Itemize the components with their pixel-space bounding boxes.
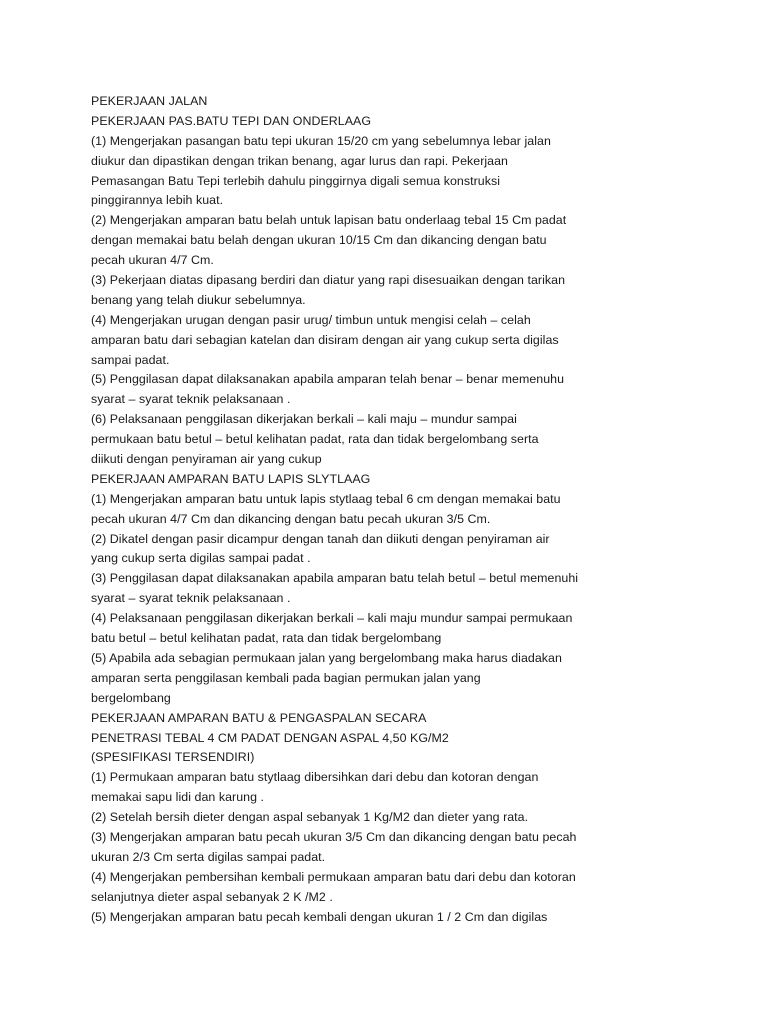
text-line: (2) Mengerjakan amparan batu belah untuk lapisan batu onderlaag tebal 15 Cm padat <box>91 213 567 228</box>
text-line: yang cukup serta digilas sampai padat . <box>91 551 311 566</box>
section-heading: PENETRASI TEBAL 4 CM PADAT DENGAN ASPAL 4,50 KG/M2 <box>91 730 449 745</box>
text-line: ukuran 2/3 Cm serta digilas sampai padat. <box>91 849 326 864</box>
text-line: amparan batu dari sebagian katelan dan disiram dengan air yang cukup serta digilas <box>91 332 559 347</box>
text-line: amparan serta penggilasan kembali pada bagian permukan jalan yang <box>91 670 481 685</box>
text-line: selanjutnya dieter aspal sebanyak 2 K /M2 . <box>91 889 333 904</box>
text-line: (5) Penggilasan dapat dilaksanakan apabila amparan telah benar – benar memenuhu <box>91 372 565 387</box>
text-line: pinggirannya lebih kuat. <box>91 193 224 208</box>
text-line: benang yang telah diukur sebelumnya. <box>91 292 306 307</box>
text-line: permukaan batu betul – betul kelihatan padat, rata dan tidak bergelombang serta <box>91 432 539 447</box>
text-line: (3) Penggilasan dapat dilaksanakan apabila amparan batu telah betul – betul memenuhi <box>91 571 579 586</box>
text-line: syarat – syarat teknik pelaksanaan . <box>91 591 291 606</box>
text-line: diikuti dengan penyiraman air yang cukup <box>91 452 322 467</box>
text-line: bergelombang <box>91 690 171 705</box>
text-line: (4) Pelaksanaan penggilasan dikerjakan berkali – kali maju mundur sampai permukaan <box>91 611 573 626</box>
text-line: (5) Apabila ada sebagian permukaan jalan yang bergelombang maka harus diadakan <box>91 650 562 665</box>
text-line: (2) Setelah bersih dieter dengan aspal sebanyak 1 Kg/M2 dan dieter yang rata. <box>91 810 529 825</box>
text-line: syarat – syarat teknik pelaksanaan . <box>91 392 291 407</box>
text-line: (4) Mengerjakan urugan dengan pasir urug/ timbun untuk mengisi celah – celah <box>91 312 531 327</box>
text-line: pecah ukuran 4/7 Cm dan dikancing dengan batu pecah ukuran 3/5 Cm. <box>91 511 491 526</box>
text-line: batu betul – betul kelihatan padat, rata dan tidak bergelombang <box>91 631 442 646</box>
section-heading: PEKERJAAN JALAN <box>91 94 208 108</box>
text-line: sampai padat. <box>91 352 170 367</box>
document-text <box>91 92 751 927</box>
text-line: diukur dan dipastikan dengan trikan benang, agar lurus dan rapi. Pekerjaan <box>91 153 509 168</box>
text-line: memakai sapu lidi dan karung . <box>91 790 264 805</box>
text-line: (2) Dikatel dengan pasir dicampur dengan tanah dan diikuti dengan penyiraman air <box>91 531 550 546</box>
section-heading: PEKERJAAN PAS.BATU TEPI DAN ONDERLAAG <box>91 113 372 128</box>
section-heading: PEKERJAAN AMPARAN BATU LAPIS SLYTLAAG <box>91 471 371 486</box>
text-line: (1) Mengerjakan pasangan batu tepi ukuran 15/20 cm yang sebelumnya lebar jalan <box>91 133 551 148</box>
text-line: (4) Mengerjakan pembersihan kembali permukaan amparan batu dari debu dan kotoran <box>91 869 576 884</box>
text-line: Pemasangan Batu Tepi terlebih dahulu pinggirnya digali semua konstruksi <box>91 173 501 188</box>
text-line: (1) Permukaan amparan batu stytlaag dibersihkan dari debu dan kotoran dengan <box>91 770 539 785</box>
text-line: (3) Mengerjakan amparan batu pecah ukuran 3/5 Cm dan dikancing dengan batu pecah <box>91 829 577 844</box>
text-line: pecah ukuran 4/7 Cm. <box>91 253 214 268</box>
text-line: (3) Pekerjaan diatas dipasang berdiri dan diatur yang rapi disesuaikan dengan tarikan <box>91 273 566 288</box>
text-line: (5) Mengerjakan amparan batu pecah kembali dengan ukuran 1 / 2 Cm dan digilas <box>91 909 548 924</box>
section-heading: (SPESIFIKASI TERSENDIRI) <box>91 750 255 765</box>
section-heading: PEKERJAAN AMPARAN BATU & PENGASPALAN SECARA <box>91 710 427 725</box>
text-line: (6) Pelaksanaan penggilasan dikerjakan berkali – kali maju – mundur sampai <box>91 412 517 427</box>
text-line: (1) Mengerjakan amparan batu untuk lapis stytlaag tebal 6 cm dengan memakai batu <box>91 491 561 506</box>
text-line: dengan memakai batu belah dengan ukuran 10/15 Cm dan dikancing dengan batu <box>91 233 547 248</box>
